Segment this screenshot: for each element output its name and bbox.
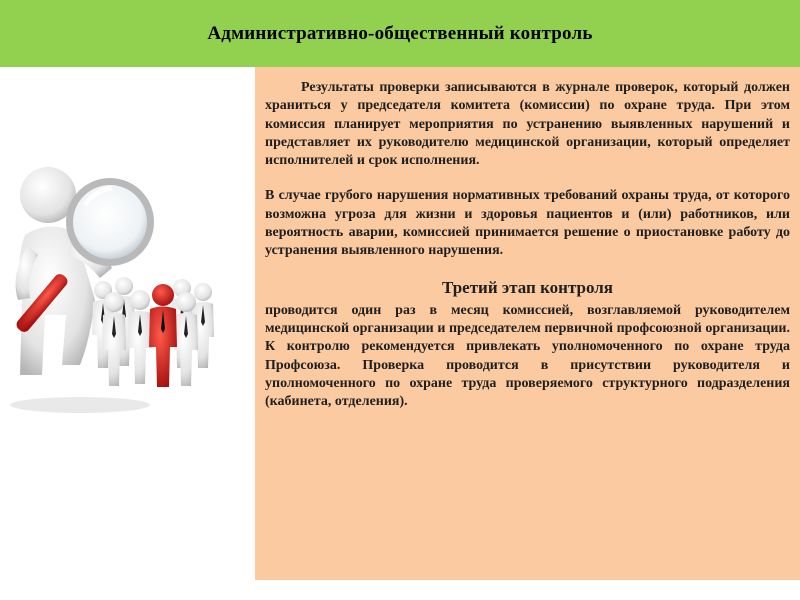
stage-heading: Третий этап контроля xyxy=(442,277,613,297)
paragraph-third-stage: проводится один раз в месяц комиссией, возглавляемой руководителем медицинской организации и председателем первичной профсоюзной организации. К контролю рекомендуется привлекать уполномоченного по охране труда Профсоюза. Проверка проводится в присутствии руководителя и уполномоченного по охране труда проверяемого структурного подразделения (кабинета, отделения). xyxy=(265,302,790,410)
magnifier-inspector-crowd-icon xyxy=(0,150,255,420)
slide-title: Административно-общественный контроль xyxy=(207,22,593,44)
paragraph-results: Результаты проверки записываются в журнале проверок, который должен храниться у председателя комитета (комиссии) по охране труда. При этом комиссия планирует мероприятия по устранению выявленных нарушений и представляет их руководителю медицинской организации, который определяет исполнителей и срок исполнения. xyxy=(265,80,790,169)
inspector-illustration xyxy=(0,150,255,420)
content-panel xyxy=(255,67,800,580)
title-bar xyxy=(0,0,800,67)
paragraph-violation: В случае грубого нарушения нормативных требований охраны труда, от которого возможна угроза для жизни и здоровья пациентов и (или) работников, или вероятность аварии, комиссией принимается решение о приостановке работу до устранения выявленного нарушения. xyxy=(265,188,790,259)
